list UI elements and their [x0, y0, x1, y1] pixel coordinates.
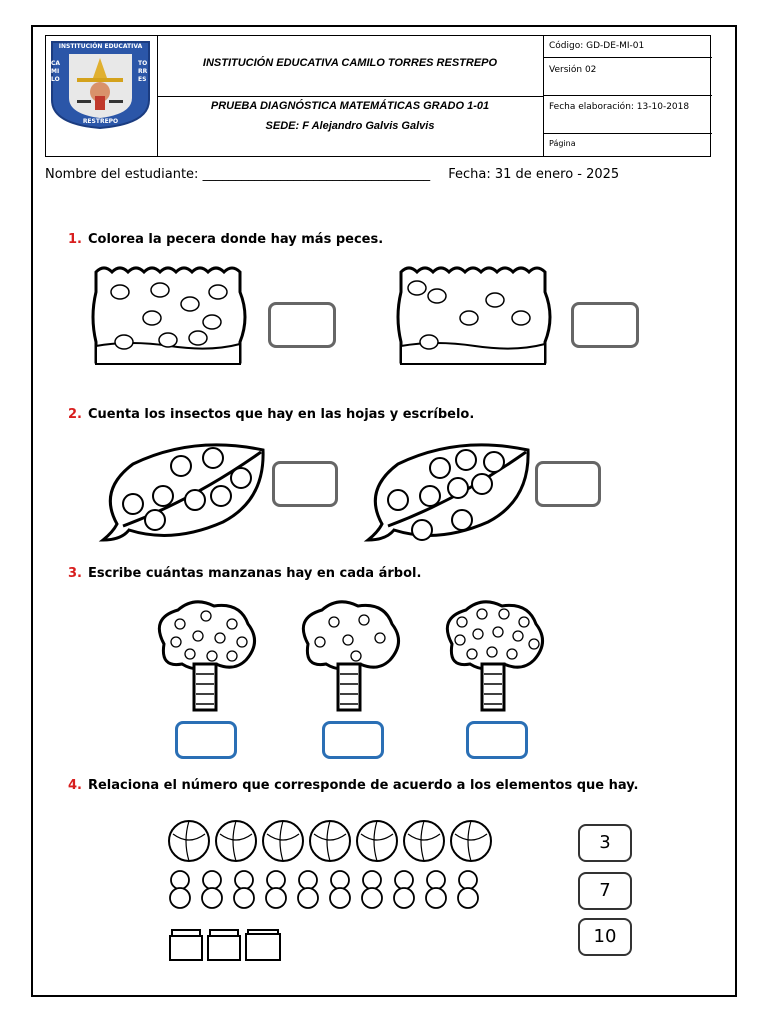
apple-tree-2-answer-box[interactable]: [322, 721, 384, 759]
question-2: [68, 406, 718, 423]
apple-tree-1: [150, 598, 262, 716]
cubes-row: [168, 928, 284, 966]
leaf-1-answer-box[interactable]: [272, 461, 338, 507]
fish-tank-1-answer-box[interactable]: [268, 302, 336, 348]
exam-date: Fecha: 31 de enero - 2025: [448, 167, 620, 182]
test-title: PRUEBA DIAGNÓSTICA MATEMÁTICAS GRADO 1-01: [210, 100, 490, 112]
logo-text-bottom: RESTREPO: [82, 118, 119, 125]
student-name-blank[interactable]: ___________________________________: [202, 167, 431, 182]
leaf-1: [93, 440, 273, 552]
leaf-2: [358, 440, 538, 552]
apple-tree-1-answer-box[interactable]: [175, 721, 237, 759]
question-1-text: Colorea la pecera donde hay más peces.: [87, 232, 384, 247]
teddy-bears-row: [165, 866, 495, 916]
question-3-number: 3.: [68, 566, 82, 581]
number-box-7[interactable]: 7: [578, 872, 632, 910]
question-1-number: 1.: [68, 232, 82, 247]
school-logo: [47, 38, 154, 130]
fish-tank-2-answer-box[interactable]: [571, 302, 639, 348]
question-4-number: 4.: [68, 778, 82, 793]
document-version: Versión 02: [549, 65, 597, 75]
student-name-label: Nombre del estudiante:: [45, 167, 199, 182]
institution-name: INSTITUCIÓN EDUCATIVA CAMILO TORRES RESTREPO: [202, 57, 498, 69]
question-3: [68, 565, 718, 582]
number-box-3[interactable]: 3: [578, 824, 632, 862]
apple-tree-3-answer-box[interactable]: [466, 721, 528, 759]
question-4-text: Relaciona el número que corresponde de acuerdo a los elementos que hay.: [87, 778, 639, 793]
student-info-line: [45, 167, 715, 183]
question-2-number: 2.: [68, 407, 82, 422]
question-4: [68, 777, 718, 794]
leaf-2-answer-box[interactable]: [535, 461, 601, 507]
document-code: Código: GD-DE-MI-01: [549, 41, 645, 51]
elaboration-date: Fecha elaboración: 13-10-2018: [549, 102, 690, 112]
apple-tree-2: [294, 598, 406, 716]
question-3-text: Escribe cuántas manzanas hay en cada árbol.: [87, 566, 422, 581]
question-1: [68, 231, 718, 248]
question-2-text: Cuenta los insectos que hay en las hojas y escríbelo.: [87, 407, 475, 422]
sede-name: SEDE: F Alejandro Galvis Galvis: [265, 120, 435, 132]
page-label: Página: [549, 139, 576, 148]
logo-text-top: INSTITUCIÓN EDUCATIVA: [58, 43, 143, 50]
fish-tank-2[interactable]: [395, 262, 555, 378]
document-header: [45, 35, 711, 157]
fish-tank-1[interactable]: [90, 262, 250, 378]
logo-text-right: TORRES: [138, 60, 148, 83]
apple-tree-3: [438, 598, 550, 716]
balls-row: [165, 818, 495, 868]
number-box-10[interactable]: 10: [578, 918, 632, 956]
logo-text-left: CAMILO: [51, 60, 61, 83]
